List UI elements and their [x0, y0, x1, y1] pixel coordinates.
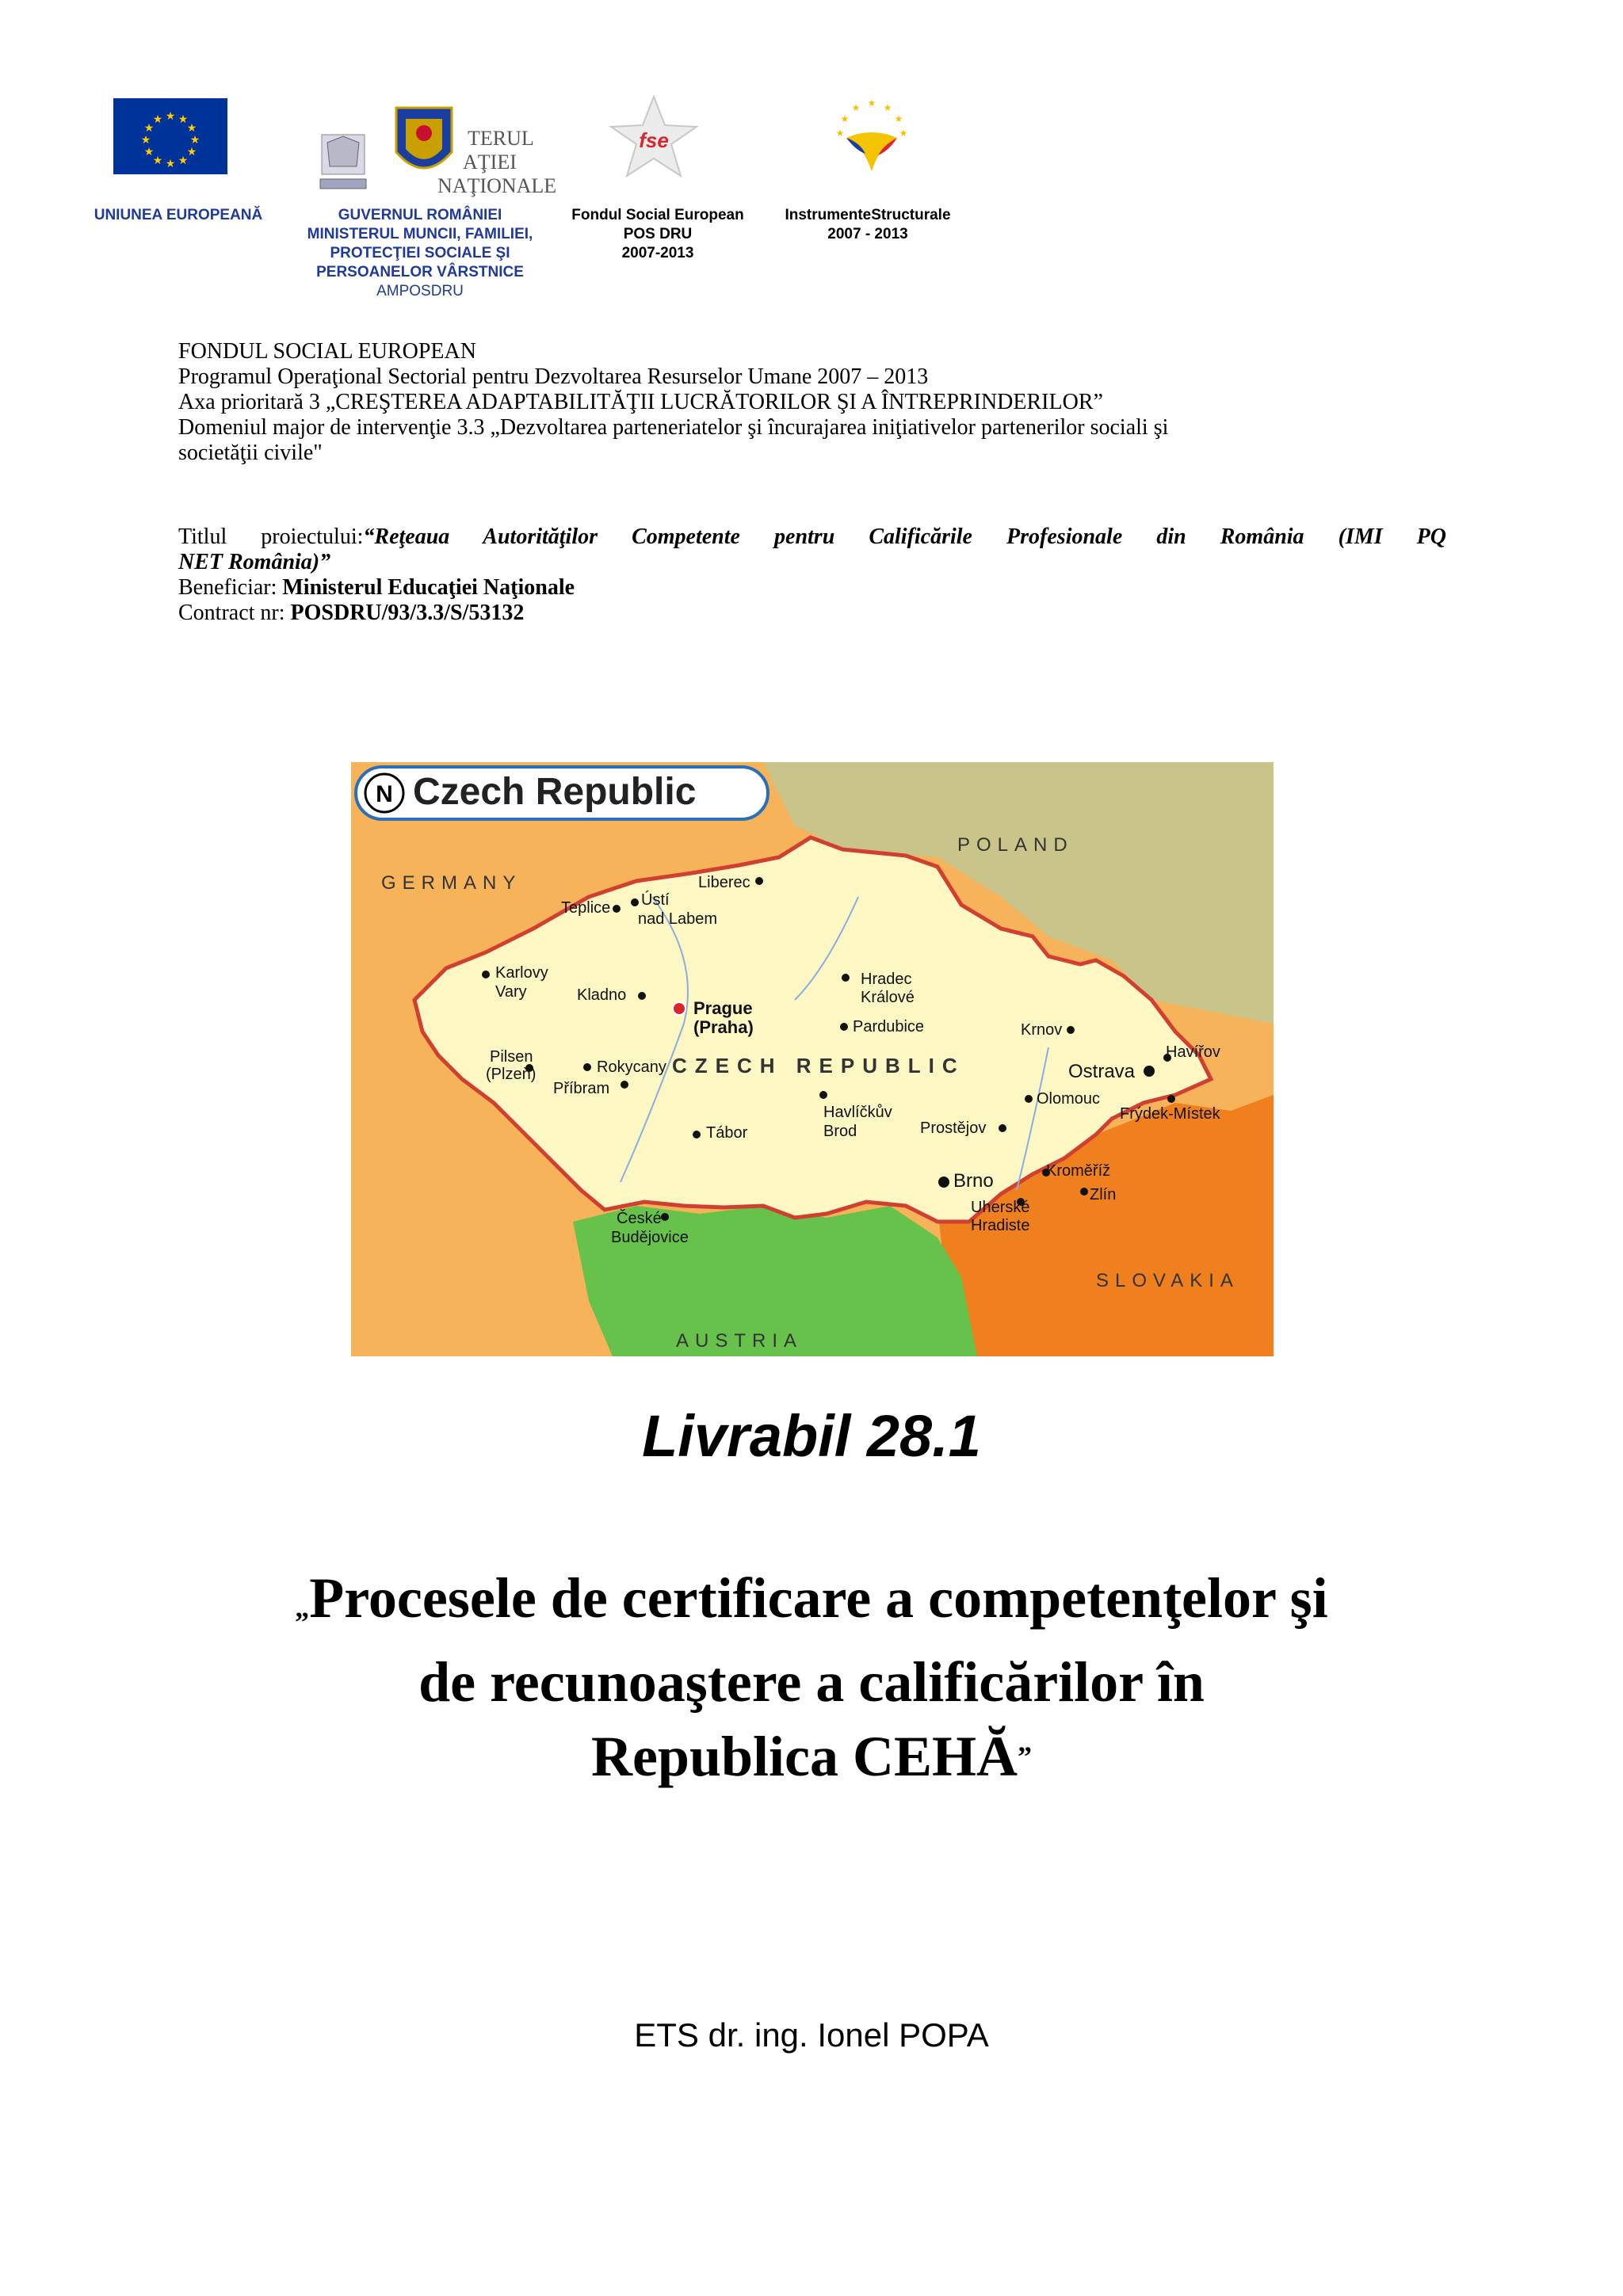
open-quote: „ [295, 1592, 310, 1623]
svg-text:★: ★ [894, 113, 903, 124]
city-label: Rokycany [597, 1058, 666, 1076]
czech-map-svg [351, 762, 1274, 1356]
author: ETS dr. ing. Ionel POPA [634, 2016, 989, 2054]
svg-text:★: ★ [186, 122, 197, 135]
city-label: Karlovy [495, 964, 548, 982]
program-header [178, 339, 1446, 466]
is-caption: InstrumenteStructurale 2007 - 2013 [785, 207, 951, 242]
svg-text:★: ★ [152, 154, 163, 167]
city-label: Havlíčkův [823, 1104, 892, 1121]
city-label: Pardubice [853, 1018, 925, 1035]
svg-text:★: ★ [152, 113, 163, 126]
city-label: nad Labem [638, 910, 718, 928]
fse-mark: fse [639, 128, 669, 152]
city-label: Teplice [561, 899, 611, 917]
main-title-line3: Republica CEHĂ” [590, 1725, 1033, 1788]
label-poland: POLAND [957, 834, 1074, 856]
contract-line [178, 601, 1446, 626]
svg-text:★: ★ [835, 128, 845, 139]
close-quote: ” [1018, 1741, 1033, 1772]
project-title-label: Titlul proiectului: [178, 524, 364, 549]
city-label: Kroměříž [1046, 1162, 1111, 1180]
header-line: Axa prioritară 3 „CREŞTEREA ADAPTABILITĂŢII LUCRĂTORILOR ŞI A ÎNTREPRINDERILOR” [178, 390, 1103, 414]
city-label: Kladno [577, 986, 627, 1004]
city-label: (Plzeň) [486, 1066, 537, 1083]
logo-row [0, 0, 1623, 317]
city-label: Brno [953, 1170, 994, 1192]
svg-text:★: ★ [883, 102, 892, 113]
document-main-title [0, 1561, 1623, 1794]
eu-flag-logo [113, 98, 227, 174]
label-austria: AUSTRIA [676, 1330, 804, 1352]
city-label: Hradec [861, 971, 912, 988]
svg-text:★: ★ [178, 113, 189, 126]
city-label: Pilsen [490, 1048, 533, 1066]
city-label: Olomouc [1037, 1090, 1101, 1108]
project-title-value: “Reţeaua Autorităţilor Competente pentru Calificările Profesionale din România (IMI PQ [363, 524, 1447, 549]
svg-text:★: ★ [143, 146, 155, 158]
capital-label: (Praha) [693, 1017, 754, 1037]
fse-caption: Fondul Social European POS DRU 2007-2013 [571, 207, 744, 261]
city-label: Frýdek-Místek [1120, 1105, 1220, 1123]
czech-map [351, 762, 1274, 1356]
label-slovakia: SLOVAKIA [1096, 1270, 1239, 1291]
city-label: Prostějov [920, 1119, 987, 1137]
capital-marker [673, 1002, 685, 1015]
main-title-line2: de recunoaştere a calificărilor în [418, 1650, 1205, 1714]
capital-label: Prague [693, 998, 753, 1018]
eu-caption: UNIUNEA EUROPEANĂ [94, 207, 263, 223]
city-label: Ostrava [1068, 1061, 1136, 1082]
city-label: Havířov [1166, 1043, 1220, 1061]
label-germany: GERMANY [381, 872, 522, 894]
north-letter: N [376, 781, 393, 807]
svg-text:★: ★ [840, 113, 850, 124]
contract-label: Contract nr: [178, 601, 291, 625]
project-title-line2: NET România)” [178, 550, 331, 574]
svg-text:★: ★ [140, 134, 151, 147]
city-label: Vary [495, 983, 527, 1001]
svg-text:★: ★ [851, 102, 861, 113]
fse-logo [606, 93, 701, 181]
svg-text:★: ★ [186, 146, 197, 158]
city-label: Uherské [971, 1199, 1030, 1216]
map-title: Czech Republic [413, 771, 697, 813]
svg-text:★: ★ [165, 158, 176, 170]
svg-text:★: ★ [899, 128, 908, 139]
project-title-line1 [178, 524, 1446, 550]
instrumente-structurale-logo [824, 95, 919, 174]
header-line: Programul Operaţional Sectorial pentru Dezvoltarea Resurselor Umane 2007 – 2013 [178, 364, 929, 389]
city-label: Krnov [1021, 1021, 1063, 1039]
city-label: Zlín [1090, 1186, 1117, 1203]
beneficiar-value: Ministerul Educaţiei Naţionale [282, 575, 575, 600]
city-label: Brod [823, 1123, 857, 1140]
city-label: Hradiste [971, 1217, 1030, 1234]
ministry-emblem-logo [315, 127, 371, 198]
header-line: Domeniul major de intervenţie 3.3 „Dezvoltarea parteneriatelor şi încurajarea iniţiativelor partenerilor sociali şi [178, 415, 1169, 440]
contract-value: POSDRU/93/3.3/S/53132 [290, 601, 525, 625]
beneficiar-line [178, 575, 1446, 601]
city-label: České [617, 1210, 662, 1227]
city-label: Ústí [641, 891, 670, 909]
gov-caption: GUVERNUL ROMÂNIEI MINISTERUL MUNCII, FAMILIEI, PROTECŢIEI SOCIALE ŞI PERSOANELOR VÂRSTNICE AMPOSDRU [307, 207, 533, 299]
city-label: Tábor [706, 1124, 748, 1142]
label-czech-republic: CZECH REPUBLIC [672, 1054, 965, 1077]
svg-text:★: ★ [867, 97, 876, 109]
gov-overlay-text: TERUL AŢIEI NAŢIONALE [437, 127, 557, 197]
project-info [178, 524, 1446, 626]
header-line: societăţii civile" [178, 441, 323, 465]
eu-stars-icon [113, 98, 227, 174]
header-line: FONDUL SOCIAL EUROPEAN [178, 339, 476, 364]
beneficiar-label: Beneficiar: [178, 575, 283, 600]
city-label: Liberec [698, 874, 750, 891]
svg-text:★: ★ [189, 134, 200, 147]
city-label: Králové [861, 989, 915, 1006]
main-title-line1: „Procesele de certificare a competenţelor şi [295, 1566, 1328, 1630]
svg-text:★: ★ [165, 110, 176, 123]
svg-text:★: ★ [178, 154, 189, 167]
city-label: Budějovice [611, 1229, 689, 1246]
svg-text:★: ★ [143, 122, 155, 135]
deliverable-title: Livrabil 28.1 [642, 1403, 981, 1469]
city-label: Příbram [553, 1080, 610, 1097]
